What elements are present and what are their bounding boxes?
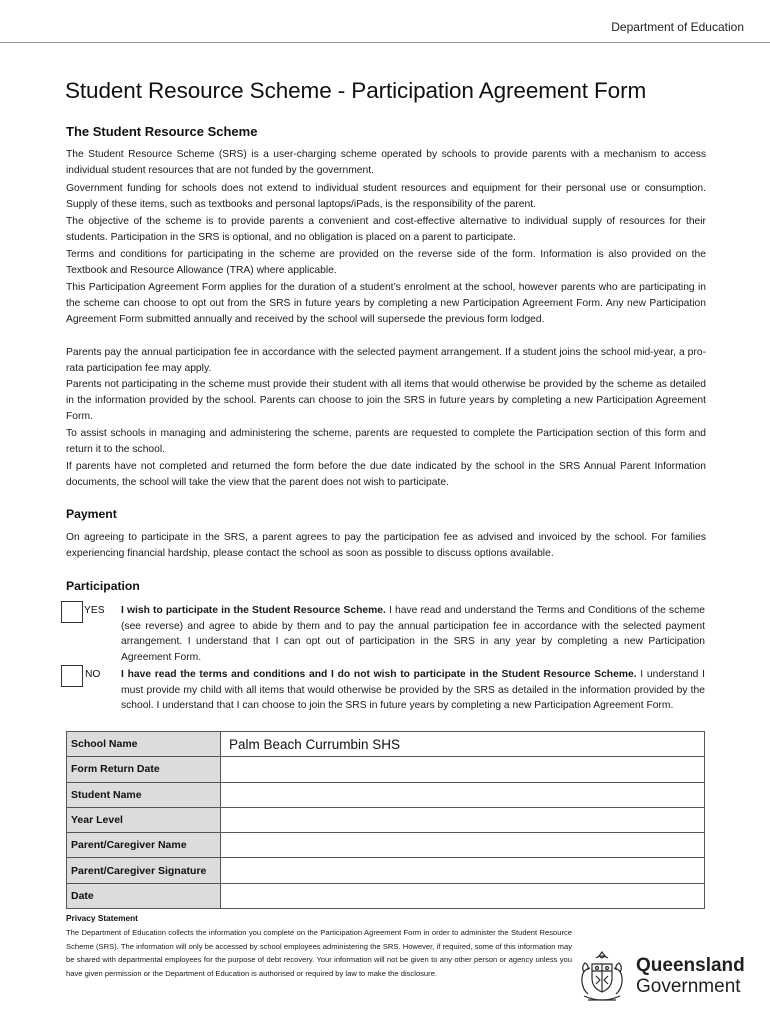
- scheme-paragraph: Government funding for schools does not extend to individual student resources and equipment for their personal use or consumption. Supply of these items, such as textbooks and personal laptops/iPads, is the responsibility of the parent.: [66, 183, 706, 211]
- no-checkbox[interactable]: [61, 665, 83, 687]
- scheme-heading: The Student Resource Scheme: [66, 124, 258, 139]
- yes-label: YES: [84, 605, 105, 616]
- yes-statement-text: I have read and understand the Terms and Conditions of the scheme (see reverse) and agree to abide by them and to pay the annual participation fee in accordance with the selected payment arrangement. I understand that I can opt out of participation in the SRS in any year by completing a new Participation Agreement Form.: [121, 605, 705, 664]
- table-row: [67, 757, 705, 782]
- caregiver-name-field[interactable]: [221, 833, 705, 858]
- student-details-table: [66, 731, 705, 909]
- header-rule: [0, 42, 770, 43]
- date-field[interactable]: [221, 883, 705, 908]
- yes-statement-bold: I wish to participate in the Student Resource Scheme.: [121, 605, 386, 616]
- date-label: Date: [67, 883, 221, 908]
- page-title: Student Resource Scheme - Participation Agreement Form: [65, 78, 647, 103]
- form-return-date-field[interactable]: [221, 757, 705, 782]
- scheme-paragraph: The Student Resource Scheme (SRS) is a user-charging scheme operated by schools to provide parents with a mechanism to access individual student resources that are not funded by the government.: [66, 149, 706, 177]
- caregiver-signature-field[interactable]: [221, 858, 705, 883]
- year-level-field[interactable]: [221, 807, 705, 832]
- caregiver-signature-label: Parent/Caregiver Signature: [67, 858, 221, 883]
- government-wordmark: Government: [636, 976, 741, 997]
- year-level-label: Year Level: [67, 807, 221, 832]
- scheme-paragraph: This Participation Agreement Form applies for the duration of a student’s enrolment at the school, however parents who are participating in the scheme can choose to opt out from the SRS in future years by completing a new Participation Agreement Form. Any new Participation Agreement Form submitted annually and received by the school will supersede the previous form lodged.: [66, 282, 706, 326]
- table-row: [67, 782, 705, 807]
- queensland-wordmark: Queensland: [636, 955, 745, 976]
- school-name-label: School Name: [67, 732, 221, 757]
- no-label: NO: [85, 669, 101, 680]
- caregiver-name-label: Parent/Caregiver Name: [67, 833, 221, 858]
- student-name-field[interactable]: [221, 782, 705, 807]
- queensland-crest-icon: [572, 946, 632, 1006]
- yes-checkbox[interactable]: [61, 601, 83, 623]
- privacy-text: The Department of Education collects the information you complete on the Participation Agreement Form in order to administer the Student Resource Scheme (SRS). The information will only be accessed by school employees administering the SRS. However, if required, some of this information may be shared with departmental employees for the purpose of debt recovery. Your information will not be given to any other person or agency unless you have given permission or the Department of Education is authorised or required by law to make the disclosure.: [66, 928, 572, 978]
- table-row: [67, 883, 705, 908]
- no-statement-bold: I have read the terms and conditions and I do not wish to participate in the Student Resource Scheme.: [121, 669, 637, 680]
- table-row: [67, 732, 705, 757]
- scheme-paragraph: Parents pay the annual participation fee in accordance with the selected payment arrangement. If a student joins the school mid-year, a pro-rata participation fee may apply.: [66, 347, 706, 375]
- table-row: [67, 807, 705, 832]
- scheme-paragraph: The objective of the scheme is to provide parents a convenient and cost-effective alternative to individual supply of resources for their students. Participation in the SRS is optional, and no obligation is placed on a parent to participate.: [66, 216, 706, 244]
- school-name-field[interactable]: Palm Beach Currumbin SHS: [221, 732, 705, 757]
- yes-statement: [121, 603, 705, 666]
- payment-text: On agreeing to participate in the SRS, a parent agrees to pay the participation fee as advised and invoiced by the school. For families experiencing financial hardship, please contact the school as soon as possible to discuss options available.: [66, 532, 706, 560]
- scheme-paragraph: Terms and conditions for participating in the scheme are provided on the reverse side of the form. Information is also provided on the Textbook and Resource Allowance (TRA) where applicable.: [66, 249, 706, 277]
- payment-heading: Payment: [66, 507, 117, 521]
- scheme-paragraph: To assist schools in managing and administering the scheme, parents are requested to complete the Participation section of this form and return it to the school.: [66, 428, 706, 456]
- table-row: [67, 833, 705, 858]
- table-row: [67, 858, 705, 883]
- scheme-paragraph: If parents have not completed and returned the form before the due date indicated by the school in the SRS Annual Parent Information documents, the school will take the view that the parent does not wish to participate.: [66, 461, 706, 489]
- no-statement-text: I understand I must provide my child with all items that would otherwise be provided by the SRS as detailed in the information provided by the school. I understand that I can choose to join the SRS in future years by completing a new Participation Agreement Form.: [121, 669, 705, 712]
- participation-heading: Participation: [66, 579, 140, 593]
- scheme-paragraph: Parents not participating in the scheme must provide their student with all items that would otherwise be provided by the scheme as detailed in the information provided by the school. Parents can choose to join the SRS in future years by completing a new Participation Agreement Form.: [66, 379, 706, 423]
- student-name-label: Student Name: [67, 782, 221, 807]
- form-return-date-label: Form Return Date: [67, 757, 221, 782]
- privacy-heading: Privacy Statement: [66, 913, 138, 923]
- no-statement: [121, 667, 705, 714]
- department-name: Department of Education: [611, 20, 744, 34]
